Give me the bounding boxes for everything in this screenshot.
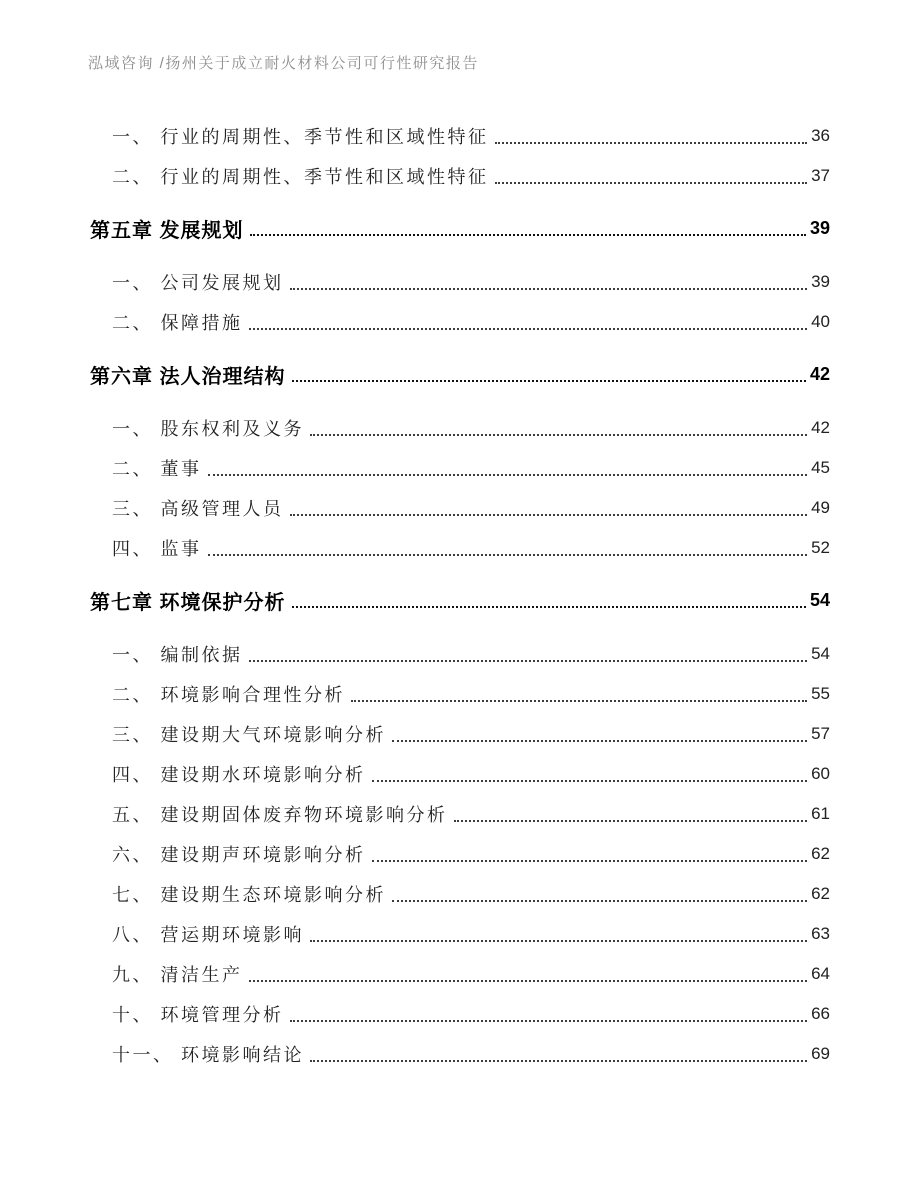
toc-entry-page: 39 [811, 272, 830, 291]
toc-dotted-leader [495, 129, 808, 144]
toc-sub-row[interactable] [90, 116, 830, 156]
toc-entry-title: 二、 董事 [112, 459, 202, 479]
toc-dotted-leader [290, 275, 808, 290]
toc-entry-page: 64 [811, 964, 830, 983]
toc-entry-page: 45 [811, 458, 830, 477]
toc-dotted-leader [290, 501, 808, 516]
toc-dotted-leader [249, 647, 808, 662]
toc-entry-page: 62 [811, 884, 830, 903]
toc-dotted-leader [310, 421, 807, 436]
toc-entry-page: 69 [811, 1044, 830, 1063]
toc-entry-title: 二、 环境影响合理性分析 [112, 685, 345, 705]
toc-entry-page: 55 [811, 684, 830, 703]
toc-sub-row[interactable] [90, 408, 830, 448]
toc-dotted-leader [290, 1007, 808, 1022]
toc-entry-title: 三、 高级管理人员 [112, 499, 284, 519]
toc-sub-row[interactable] [90, 754, 830, 794]
toc-sub-row[interactable] [90, 488, 830, 528]
toc-dotted-leader [208, 541, 808, 556]
toc-dotted-leader [454, 807, 808, 822]
toc-dotted-leader [351, 687, 807, 702]
toc-dotted-leader [310, 927, 807, 942]
toc-entry-page: 60 [811, 764, 830, 783]
toc-entry-title: 第五章 发展规划 [90, 219, 244, 242]
toc-chapter-row[interactable] [90, 580, 830, 620]
toc-dotted-leader [208, 461, 808, 476]
toc-entry-page: 39 [809, 217, 830, 238]
toc-entry-title: 十、 环境管理分析 [112, 1005, 284, 1025]
toc-entry-page: 61 [811, 804, 830, 823]
toc-sub-row[interactable] [90, 674, 830, 714]
toc-entry-page: 66 [811, 1004, 830, 1023]
toc-entry-page: 57 [811, 724, 830, 743]
toc-entry-title: 一、 行业的周期性、季节性和区域性特征 [112, 127, 489, 147]
toc-sub-row[interactable] [90, 528, 830, 568]
toc-dotted-leader [249, 967, 808, 982]
toc-dotted-leader [392, 887, 807, 902]
toc-entry-page: 62 [811, 844, 830, 863]
toc-entry-page: 36 [811, 126, 830, 145]
toc-entry-title: 三、 建设期大气环境影响分析 [112, 725, 386, 745]
toc-dotted-leader [372, 847, 808, 862]
toc-dotted-leader [249, 315, 808, 330]
toc-dotted-leader [292, 593, 806, 608]
toc-entry-page: 52 [811, 538, 830, 557]
toc-list [90, 116, 830, 1074]
toc-entry-title: 第七章 环境保护分析 [90, 591, 286, 614]
toc-entry-title: 二、 行业的周期性、季节性和区域性特征 [112, 167, 489, 187]
toc-entry-title: 第六章 法人治理结构 [90, 365, 286, 388]
toc-sub-row[interactable] [90, 156, 830, 196]
document-header: 泓域咨询 /扬州关于成立耐火材料公司可行性研究报告 [88, 55, 479, 72]
toc-dotted-leader [372, 767, 808, 782]
toc-entry-title: 七、 建设期生态环境影响分析 [112, 885, 386, 905]
toc-entry-title: 九、 清洁生产 [112, 965, 243, 985]
toc-dotted-leader [392, 727, 807, 742]
toc-entry-title: 一、 股东权利及义务 [112, 419, 305, 439]
toc-sub-row[interactable] [90, 914, 830, 954]
toc-entry-title: 四、 建设期水环境影响分析 [112, 765, 366, 785]
toc-sub-row[interactable] [90, 1034, 830, 1074]
toc-entry-title: 二、 保障措施 [112, 313, 243, 333]
toc-dotted-leader [250, 221, 806, 236]
toc-entry-page: 54 [809, 589, 830, 610]
toc-entry-page: 54 [811, 644, 830, 663]
toc-dotted-leader [495, 169, 808, 184]
toc-sub-row[interactable] [90, 634, 830, 674]
toc-sub-row[interactable] [90, 994, 830, 1034]
toc-sub-row[interactable] [90, 262, 830, 302]
toc-entry-title: 一、 编制依据 [112, 645, 243, 665]
toc-entry-page: 42 [811, 418, 830, 437]
toc-entry-page: 37 [811, 166, 830, 185]
toc-sub-row[interactable] [90, 834, 830, 874]
toc-entry-title: 六、 建设期声环境影响分析 [112, 845, 366, 865]
toc-entry-title: 四、 监事 [112, 539, 202, 559]
toc-entry-title: 八、 营运期环境影响 [112, 925, 305, 945]
toc-sub-row[interactable] [90, 874, 830, 914]
toc-entry-title: 五、 建设期固体废弃物环境影响分析 [112, 805, 448, 825]
toc-chapter-row[interactable] [90, 354, 830, 394]
toc-sub-row[interactable] [90, 954, 830, 994]
toc-chapter-row[interactable] [90, 208, 830, 248]
toc-entry-title: 一、 公司发展规划 [112, 273, 284, 293]
toc-sub-row[interactable] [90, 448, 830, 488]
toc-entry-page: 49 [811, 498, 830, 517]
toc-entry-page: 42 [809, 363, 830, 384]
toc-sub-row[interactable] [90, 302, 830, 342]
toc-entry-page: 40 [811, 312, 830, 331]
toc-dotted-leader [310, 1047, 807, 1062]
toc-sub-row[interactable] [90, 714, 830, 754]
toc-sub-row[interactable] [90, 794, 830, 834]
toc-entry-page: 63 [811, 924, 830, 943]
toc-entry-title: 十一、 环境影响结论 [112, 1045, 305, 1065]
toc-dotted-leader [292, 367, 806, 382]
